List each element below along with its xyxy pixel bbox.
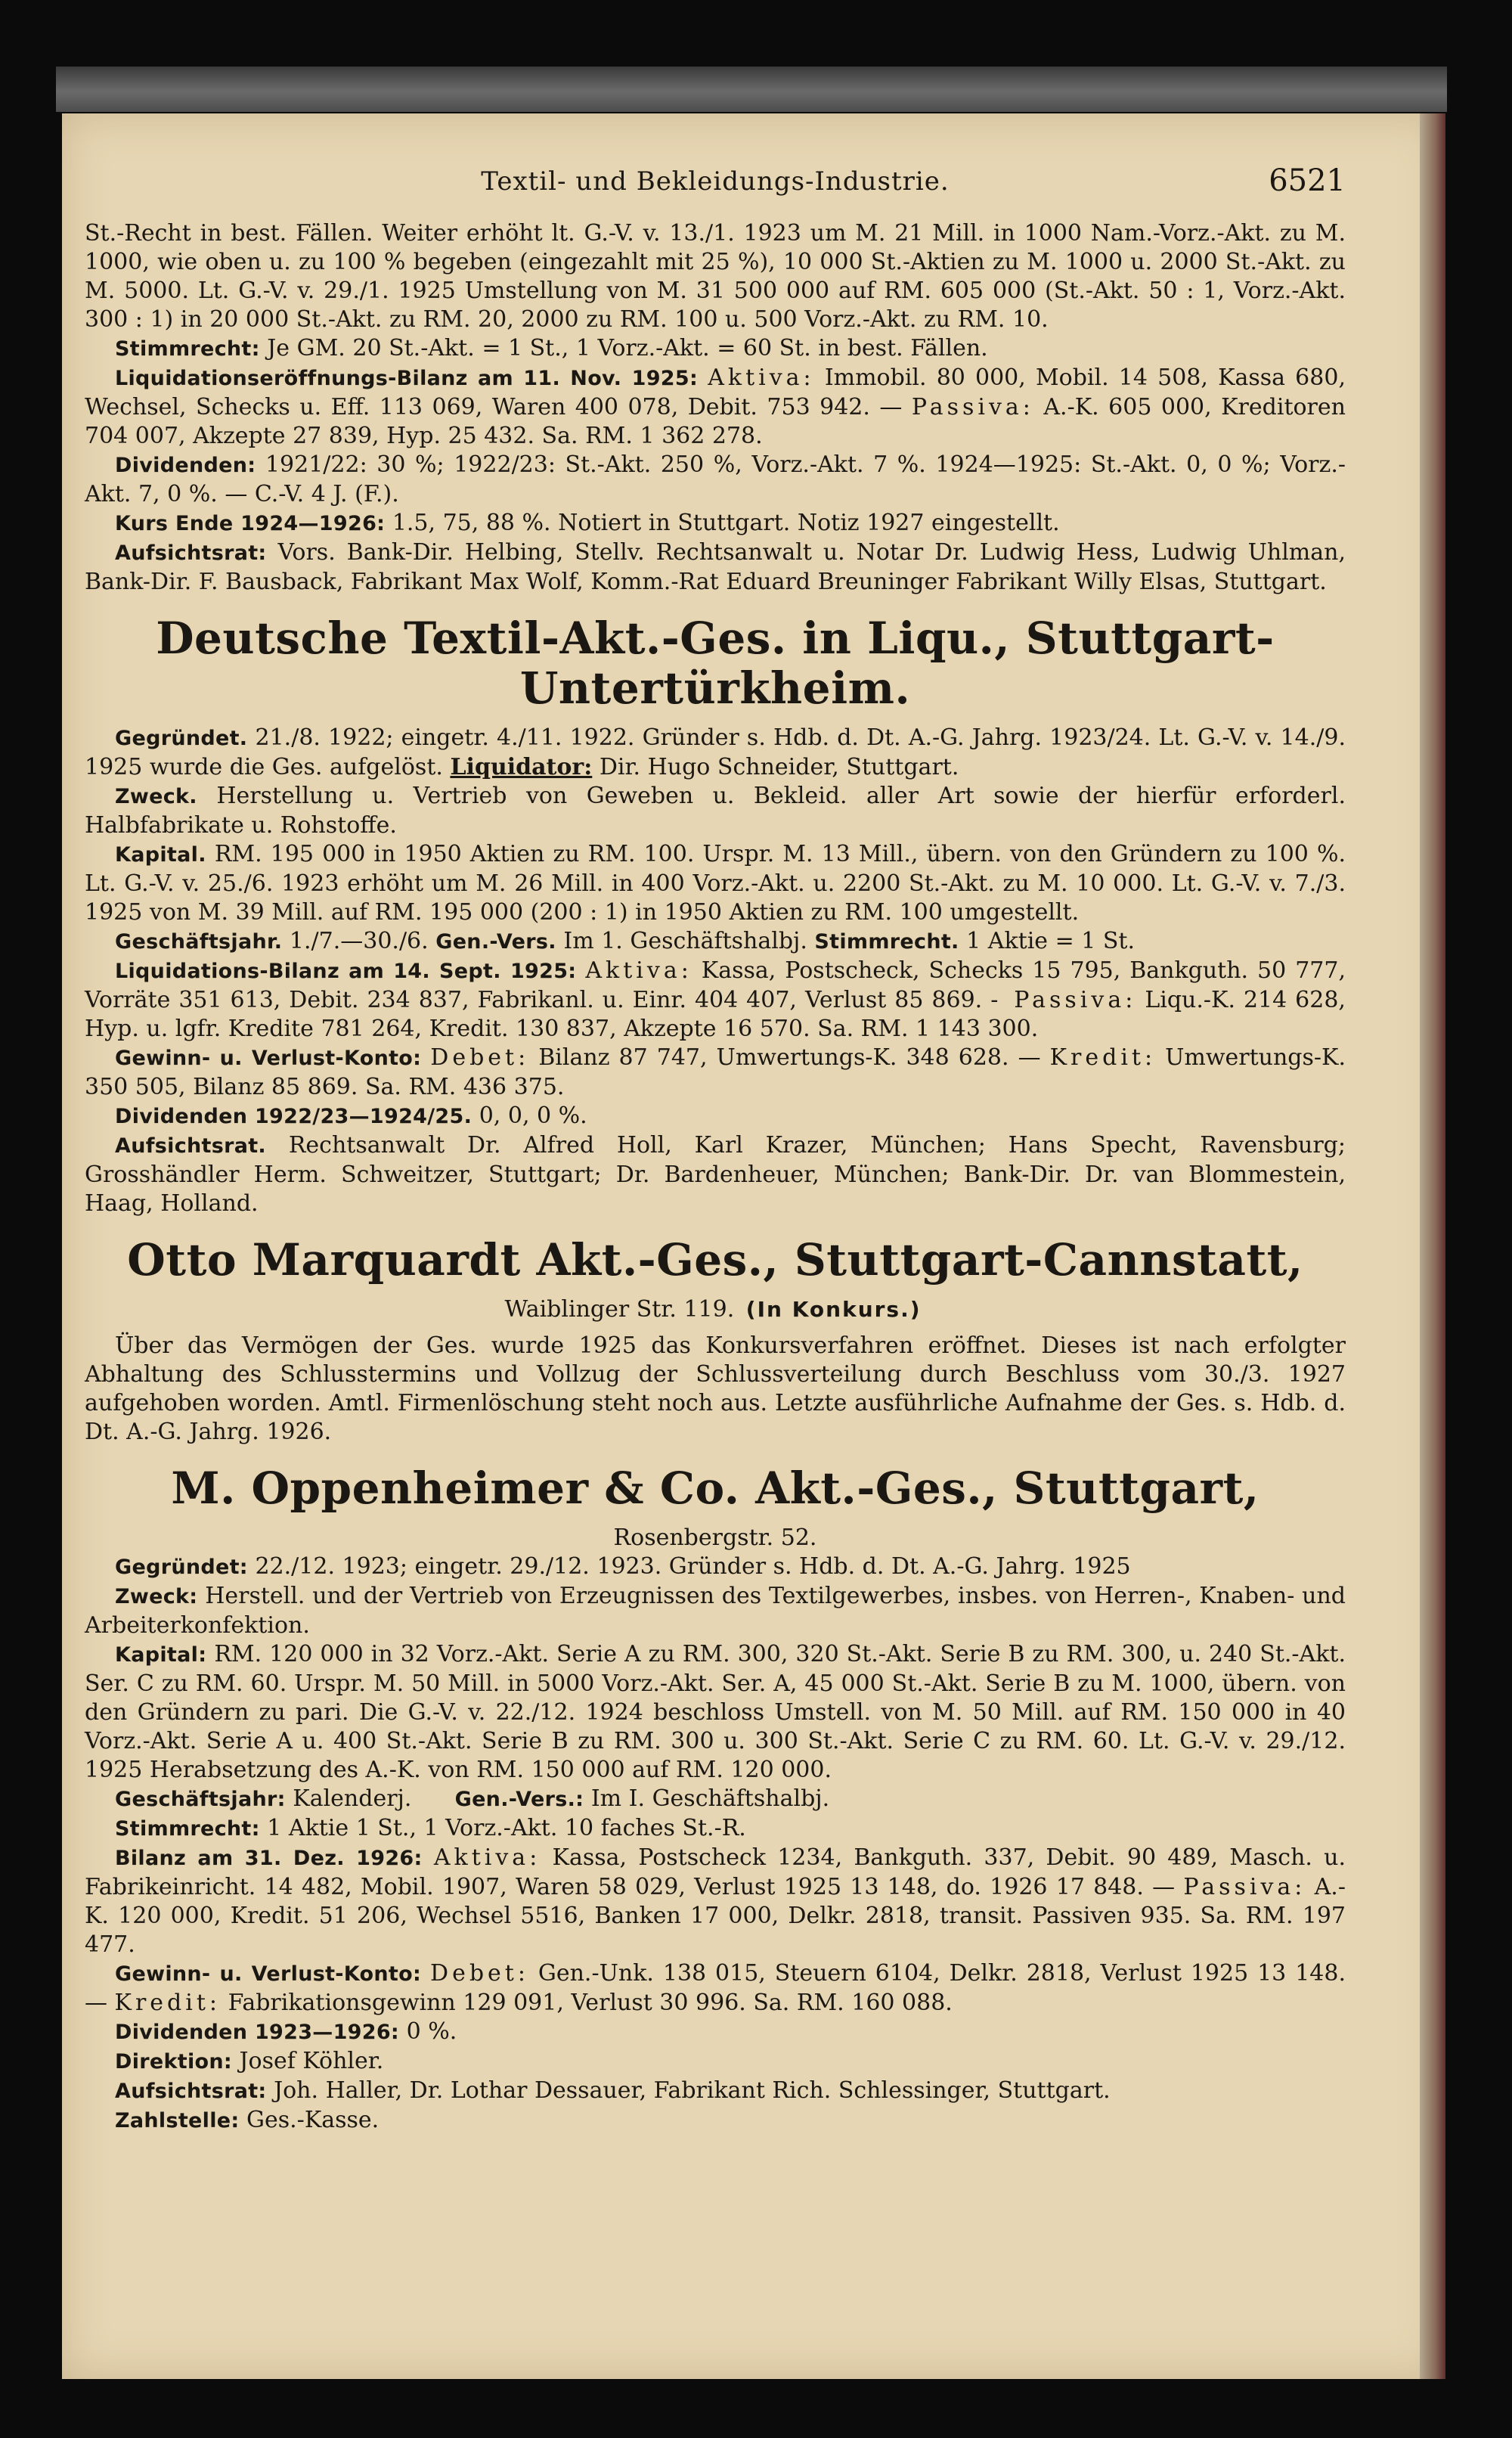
paragraph-zahlstelle: Zahlstelle: Ges.-Kasse. — [115, 2107, 380, 2133]
book-top-edge — [56, 67, 1447, 112]
paragraph-dividenden: Dividenden: 1921/22: 30 %; 1922/23: St.-Akt. 250 %, Vorz.-Akt. 7 %. 1924—1925: St.-Akt. 0, 0 %; Vorz.-Akt. 7, 0 %. — C.-V. 4 J. (F.). — [85, 451, 1346, 507]
paragraph-aufsichtsrat: Aufsichtsrat: Vors. Bank-Dir. Helbing, Stellv. Rechtsanwalt u. Notar Dr. Ludwig Hess, Ludwig Uhlman, Bank-Dir. F. Bausback, Fabrikant Max Wolf, Komm.-Rat Eduard Breuninger Fabrikant Willy Elsas, Stuttgart. — [85, 539, 1346, 595]
paragraph-kurs: Kurs Ende 1924—1926: 1.5, 75, 88 %. Notiert in Stuttgart. Notiz 1927 eingestellt. — [115, 510, 1060, 536]
paragraph-aufsichtsrat: Aufsichtsrat: Joh. Haller, Dr. Lothar Dessauer, Fabrikant Rich. Schlessinger, Stuttgart. — [115, 2077, 1111, 2104]
section-otto-marquardt — [85, 1295, 1346, 1447]
paragraph-dividenden: Dividenden 1922/23—1924/25. 0, 0, 0 %. — [115, 1103, 587, 1129]
paragraph-kapital: Kapital: RM. 120 000 in 32 Vorz.-Akt. Serie A zu RM. 300, 320 St.-Akt. Serie B zu RM. 300, u. 240 St.-Akt. Ser. C zu RM. 60. Urspr. M. 50 Mill. in 5000 Vorz.-Akt. Ser. A, 45 000 St.-Akt. Serie B zu M. 1000, übern. von den Gründern zu pari. Die G.-V. v. 22./12. 1924 beschloss Umstell. von M. 50 Mill. auf RM. 150 000 in 40 Vorz.-Akt. Serie A u. 400 St.-Akt. Serie B zu RM. 300 u. 300 St.-Akt. Serie C zu RM. 60. Lt. G.-V. v. 29./12. 1925 Herabsetzung des A.-K. von RM. 150 000 auf RM. 120 000. — [85, 1641, 1346, 1783]
book-spine — [1420, 113, 1445, 2379]
paragraph-gegruendet: Gegründet: 22./12. 1923; eingetr. 29./12. 1923. Gründer s. Hdb. d. Dt. A.-G. Jahrg. 1925 — [115, 1553, 1131, 1580]
running-head — [85, 163, 1346, 219]
book-page — [62, 113, 1445, 2379]
company-heading-deutsche-textil: Deutsche Textil-Akt.-Ges. in Liqu., Stuttgart-Untertürkheim. — [156, 613, 1275, 714]
paragraph-capital-history: St.-Recht in best. Fällen. Weiter erhöht lt. G.-V. v. 13./1. 1923 um M. 21 Mill. in 1000 Nam.-Vorz.-Akt. zu M. 1000, wie oben u. zu 100 % begeben (eingezahlt mit 25 %), 10 000 St.-Aktien zu M. 1000 u. 2000 St.-Akt. zu M. 5000. Lt. G.-V. v. 29./1. 1925 Umstellung von M. 31 500 000 auf RM. 605 000 (St.-Akt. 50 : 1, Vorz.-Akt. 300 : 1) in 20 000 St.-Akt. zu RM. 20, 2000 zu RM. 100 u. 500 Vorz.-Akt. zu RM. 10. — [85, 220, 1346, 333]
paragraph-kapital: Kapital. RM. 195 000 in 1950 Aktien zu RM. 100. Urspr. M. 13 Mill., übern. von den Gründern zu 100 %. Lt. G.-V. v. 25./6. 1923 erhöht um M. 26 Mill. in 400 Vorz.-Akt. u. 2200 St.-Akt. zu M. 10 000. Lt. G.-V. v. 7./3. 1925 von M. 39 Mill. auf RM. 195 000 (200 : 1) in 1950 Aktien zu RM. 100 umgestellt. — [85, 841, 1346, 926]
paragraph-liquidation-balance: Liquidationseröffnungs-Bilanz am 11. Nov. 1925: Aktiva: Immobil. 80 000, Mobil. 14 508, Kassa 680, Wechsel, Schecks u. Eff. 113 069, Waren 400 078, Debit. 753 942. — Passiva: A.-K. 605 000, Kreditoren 704 007, Akzepte 27 839, Hyp. 25 432. Sa. RM. 1 362 278. — [85, 364, 1346, 449]
address-line: Rosenbergstr. 52. — [613, 1525, 817, 1551]
paragraph-konkurs: Über das Vermögen der Ges. wurde 1925 das Konkursverfahren eröffnet. Dieses ist nach erfolgter Abhaltung des Schlusstermins und Vollzug der Schlussverteilung durch Beschluss vom 30./3. 1927 aufgehoben worden. Amtl. Firmenlöschung steht noch aus. Letzte ausführliche Aufnahme der Ges. s. Hdb. d. Dt. A.-G. Jahrg. 1926. — [85, 1332, 1346, 1445]
paragraph-direktion: Direktion: Josef Köhler. — [115, 2048, 384, 2074]
paragraph-gewinn-verlust: Gewinn- u. Verlust-Konto: Debet: Gen.-Unk. 138 015, Steuern 6104, Delkr. 2818, Verlust 1925 13 148. — Kredit: Fabrikationsgewinn 129 091, Verlust 30 996. Sa. RM. 160 088. — [85, 1960, 1346, 2016]
company-heading-oppenheimer: M. Oppenheimer & Co. Akt.-Ges., Stuttgart, — [171, 1462, 1259, 1514]
paragraph-stimmrecht: Stimmrecht: Je GM. 20 St.-Akt. = 1 St., 1 Vorz.-Akt. = 60 St. in best. Fällen. — [115, 335, 988, 361]
section-oppenheimer — [85, 1524, 1346, 2136]
paragraph-gegruendet: Gegründet. 21./8. 1922; eingetr. 4./11. 1922. Gründer s. Hdb. d. Dt. A.-G. Jahrg. 1923/24. Lt. G.-V. v. 14./9. 1925 wurde die Ges. aufgelöst. Liquidator: Dir. Hugo Schneider, Stuttgart. — [85, 724, 1346, 780]
section-continuation — [85, 219, 1346, 597]
paragraph-bilanz: Bilanz am 31. Dez. 1926: Aktiva: Kassa, Postscheck 1234, Bankguth. 337, Debit. 90 489, Masch. u. Fabrikeinricht. 14 482, Mobil. 1907, Waren 58 029, Verlust 1925 13 148, do. 1926 17 848. — Passiva: A.-K. 120 000, Kredit. 51 206, Wechsel 5516, Banken 17 000, Delkr. 2818, transit. Passiven 935. Sa. RM. 197 477. — [85, 1844, 1346, 1958]
page-content — [85, 163, 1346, 2136]
page-number: 6521 — [1269, 163, 1346, 198]
paragraph-geschaeftsjahr: Geschäftsjahr. 1./7.—30./6. Gen.-Vers. Im 1. Geschäftshalbj. Stimmrecht. 1 Aktie = 1 St. — [115, 928, 1136, 954]
konkurs-status: (In Konkurs.) — [745, 1297, 922, 1322]
section-deutsche-textil — [85, 724, 1346, 1218]
paragraph-zweck: Zweck. Herstellung u. Vertrieb von Geweben u. Bekleid. aller Art sowie der hierfür erforderl. Halbfabrikate u. Rohstoffe. — [85, 783, 1346, 839]
paragraph-gewinn-verlust: Gewinn- u. Verlust-Konto: Debet: Bilanz 87 747, Umwertungs-K. 348 628. — Kredit: Umwertungs-K. 350 505, Bilanz 85 869. Sa. RM. 436 375. — [85, 1044, 1346, 1100]
paragraph-stimmrecht: Stimmrecht: 1 Aktie 1 St., 1 Vorz.-Akt. 10 faches St.-R. — [115, 1815, 746, 1841]
company-heading-otto-marquardt: Otto Marquardt Akt.-Ges., Stuttgart-Cannstatt, — [127, 1234, 1303, 1286]
paragraph-zweck: Zweck: Herstell. und der Vertrieb von Erzeugnissen des Textilgewerbes, insbes. von Herren-, Knaben- und Arbeiterkonfektion. — [85, 1583, 1346, 1639]
paragraph-aufsichtsrat: Aufsichtsrat. Rechtsanwalt Dr. Alfred Holl, Karl Krazer, München; Hans Specht, Ravensburg; Grosshändler Herm. Schweitzer, Stuttgart; Dr. Bardenheuer, München; Bank-Dir. Dr. van Blommestein, Haag, Holland. — [85, 1132, 1346, 1217]
paragraph-dividenden: Dividenden 1923—1926: 0 %. — [115, 2018, 457, 2045]
paragraph-bilanz: Liquidations-Bilanz am 14. Sept. 1925: Aktiva: Kassa, Postscheck, Schecks 15 795, Bankguth. 50 777, Vorräte 351 613, Debit. 234 837, Fabrikanl. u. Einr. 404 407, Verlust 85 869. - Passiva: Liqu.-K. 214 628, Hyp. u. lgfr. Kredite 781 264, Kredit. 130 837, Akzepte 16 570. Sa. RM. 1 143 300. — [85, 957, 1346, 1042]
running-head-title: Textil- und Bekleidungs-Industrie. — [481, 166, 950, 197]
address-line: Waiblinger Str. 119. (In Konkurs.) — [85, 1295, 1346, 1324]
paragraph-geschaeftsjahr: Geschäftsjahr: Kalenderj. Gen.-Vers.: Im I. Geschäftshalbj. — [115, 1785, 830, 1812]
